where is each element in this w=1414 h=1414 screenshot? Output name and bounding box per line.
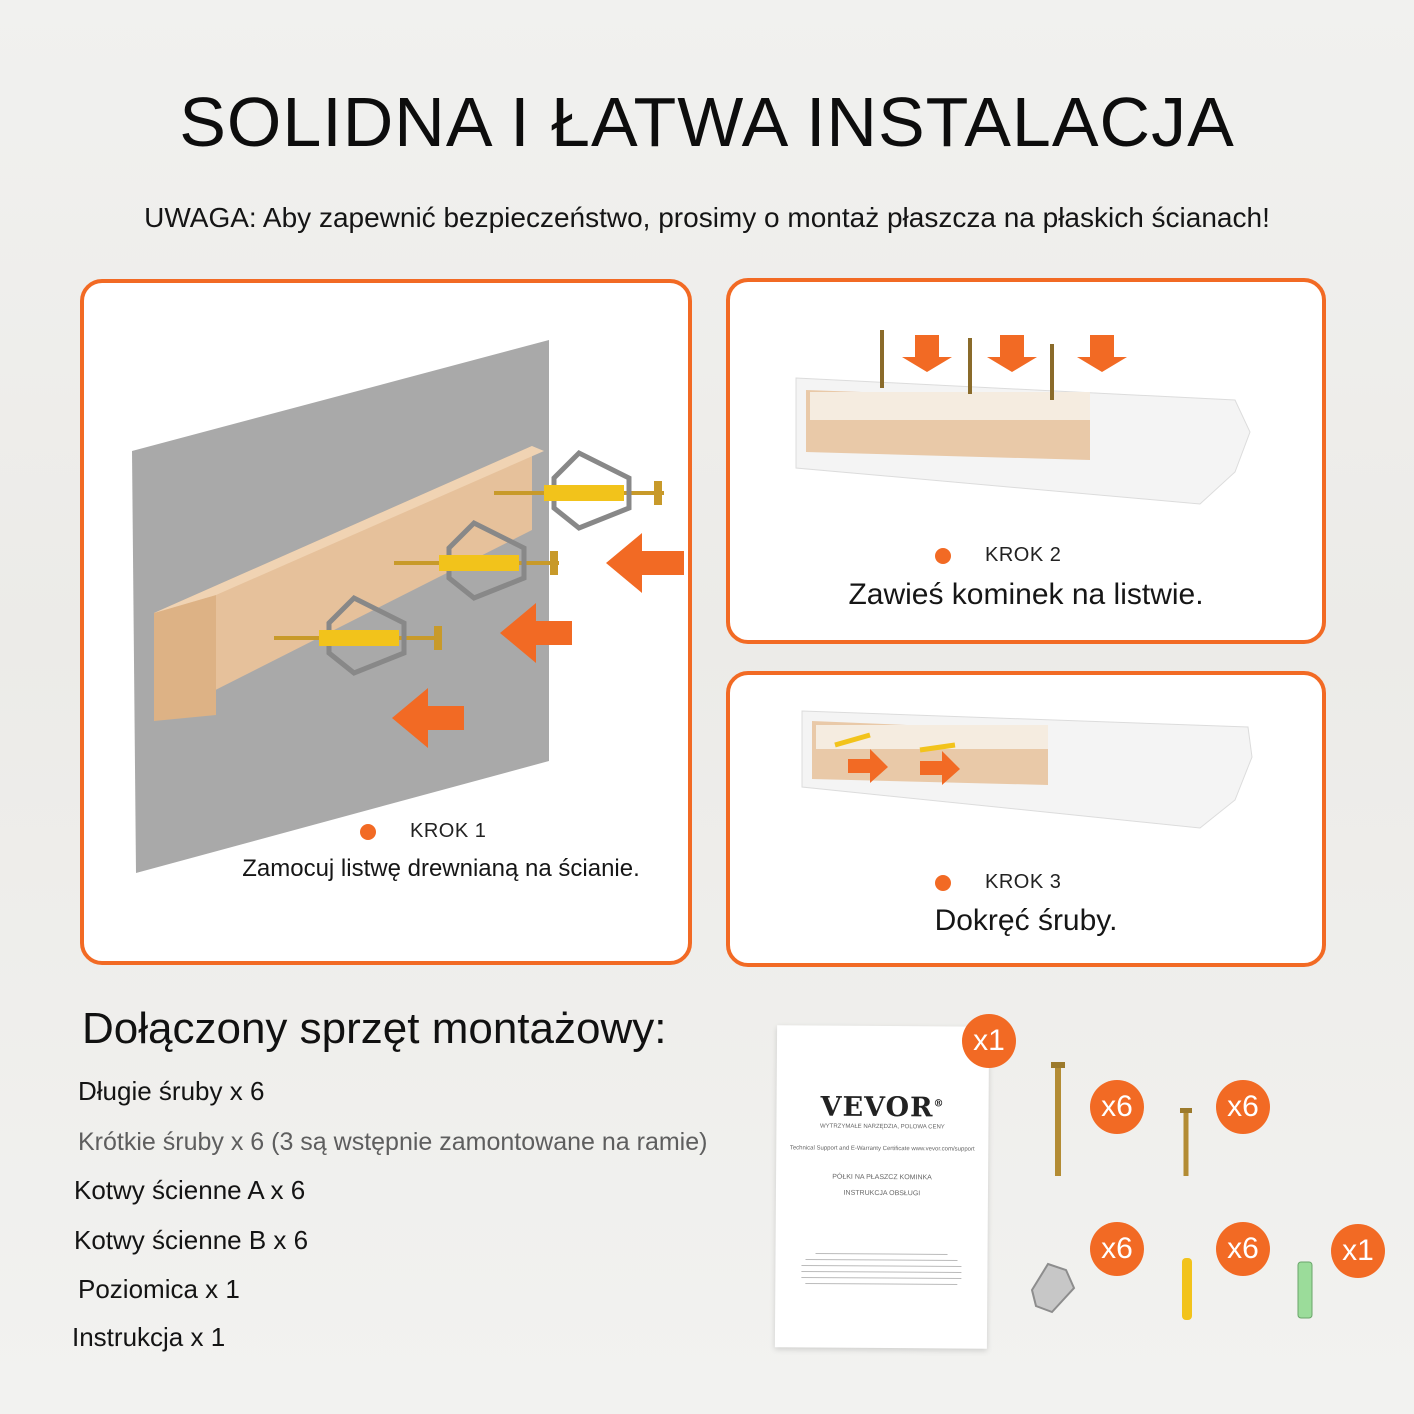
manual-doc-type: INSTRUKCJA OBSŁUGI xyxy=(843,1189,921,1198)
step-3-label: KROK 3 xyxy=(985,871,1062,893)
hardware-item-anchors-a: Kotwy ścienne A x 6 xyxy=(74,1175,306,1205)
hardware-item-short-screws: Krótkie śruby x 6 (3 są wstępnie zamontowane na ramie) xyxy=(78,1128,708,1156)
anchors-a-quantity-badge: x6 xyxy=(1090,1222,1144,1276)
arrow-left-1 xyxy=(606,533,684,593)
step-1-label: KROK 1 xyxy=(410,820,487,842)
manual-body-text-lines xyxy=(775,1025,989,1348)
anchors-b-quantity-badge: x6 xyxy=(1216,1222,1270,1276)
wall-anchor-a-icon xyxy=(1032,1264,1074,1312)
manual-quantity-badge: x1 xyxy=(962,1014,1016,1068)
wall-anchor-b-icon xyxy=(1182,1258,1192,1320)
hardware-item-level: Poziomica x 1 xyxy=(78,1274,240,1304)
long-screw-icon xyxy=(1051,1062,1065,1176)
step-2-description: Zawieś kominek na listwie. xyxy=(848,578,1204,611)
level-quantity-badge: x1 xyxy=(1331,1224,1385,1278)
page-title: SOLIDNA I ŁATWA INSTALACJA xyxy=(179,83,1235,161)
step-3-description: Dokręć śruby. xyxy=(934,904,1118,937)
arrow-down-2 xyxy=(987,335,1037,372)
manual-support: Technical Support and E-Warranty Certificate www.vevor.com/support xyxy=(789,1145,975,1153)
manual-tagline: WYTRZYMAŁE NARZĘDZIA, POLOWA CENY xyxy=(819,1123,945,1131)
step-1-header xyxy=(360,820,486,843)
step-2-card xyxy=(726,278,1326,644)
step-1-card xyxy=(80,279,692,965)
manual-product: PÓŁKI NA PŁASZCZ KOMINKA xyxy=(832,1173,932,1182)
mantel-batten xyxy=(816,725,1048,749)
wood-batten-end xyxy=(154,595,216,721)
short-screw-icon xyxy=(1180,1108,1192,1176)
instruction-manual xyxy=(775,1025,989,1348)
arrow-down-3 xyxy=(1077,335,1127,372)
short-screws-quantity-badge: x6 xyxy=(1216,1080,1270,1134)
hardware-title: Dołączony sprzęt montażowy: xyxy=(82,1004,667,1053)
step-2-bullet xyxy=(935,548,951,564)
long-screws-quantity-badge: x6 xyxy=(1090,1080,1144,1134)
step-2-header xyxy=(935,544,1061,567)
step-3-card xyxy=(726,671,1326,967)
mantel-batten xyxy=(810,392,1090,420)
step-1-bullet xyxy=(360,824,376,840)
hardware-item-anchors-b: Kotwy ścienne B x 6 xyxy=(74,1225,309,1255)
step-2-label: KROK 2 xyxy=(985,544,1062,566)
hardware-item-long-screws: Długie śruby x 6 xyxy=(78,1076,265,1106)
step-3-header xyxy=(935,871,1061,894)
step-1-description: Zamocuj listwę drewnianą na ścianie. xyxy=(242,855,640,882)
arrow-down-1 xyxy=(902,335,952,372)
manual-brand-logo: VEVOR® xyxy=(820,1091,945,1124)
spirit-level-icon xyxy=(1298,1262,1312,1318)
hardware-item-manual: Instrukcja x 1 xyxy=(72,1322,226,1352)
safety-notice: UWAGA: Aby zapewnić bezpieczeństwo, prosimy o montaż płaszcza na płaskich ścianach! xyxy=(144,202,1270,233)
step-3-bullet xyxy=(935,875,951,891)
